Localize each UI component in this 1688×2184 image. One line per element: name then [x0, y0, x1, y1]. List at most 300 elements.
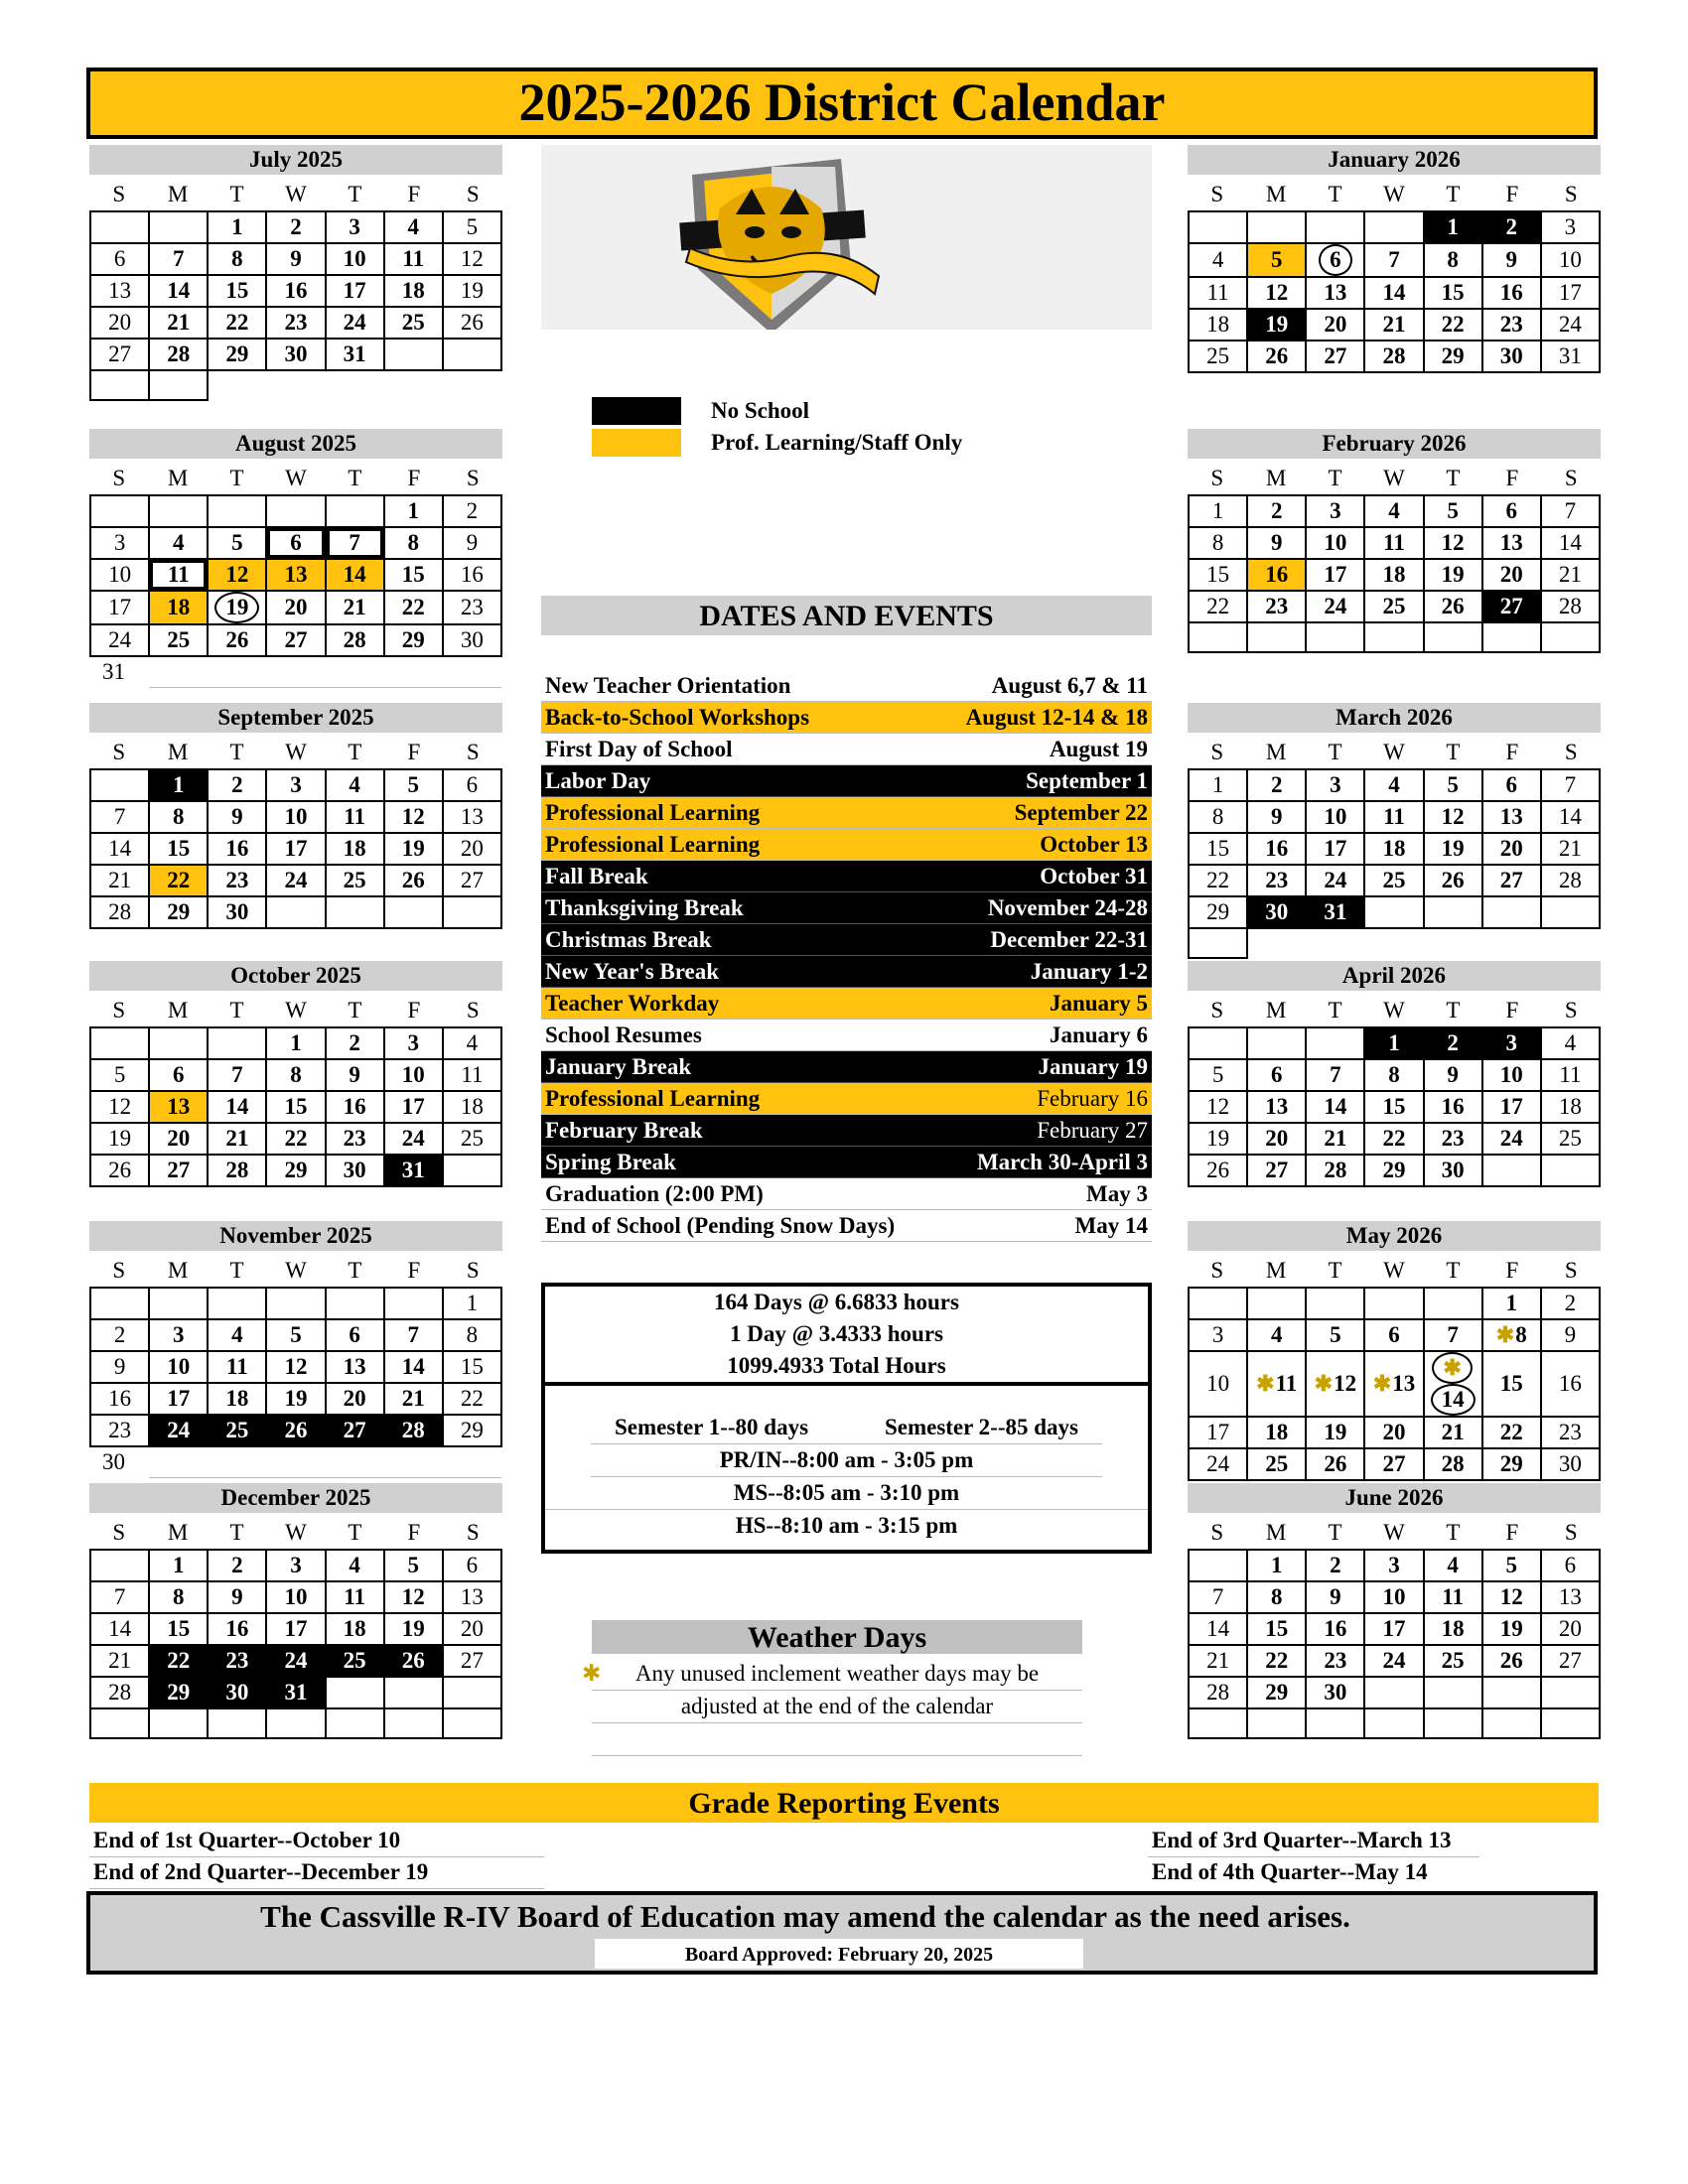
board-approved: Board Approved: February 20, 2025 — [595, 1939, 1083, 1969]
day-cell: 22 — [149, 865, 208, 896]
day-cell: 21 — [90, 865, 149, 896]
day-cell: 21 — [149, 307, 208, 339]
day-cell: 28 — [1364, 341, 1423, 372]
empty-cell — [443, 656, 501, 687]
empty-cell — [384, 896, 443, 928]
day-cell: 29 — [208, 339, 266, 370]
day-cell: 8 — [149, 1581, 208, 1613]
event-name: Professional Learning — [545, 800, 761, 825]
calendar-september-2025 — [89, 703, 502, 929]
event-name: Professional Learning — [545, 832, 761, 857]
day-cell: 11 — [1189, 277, 1247, 309]
empty-cell — [149, 1446, 208, 1477]
day-cell: 9 — [1306, 1581, 1364, 1613]
day-cell: 17 — [266, 1613, 325, 1645]
empty-cell — [1424, 622, 1482, 652]
day-cell: 12 — [1189, 1091, 1247, 1123]
event-row — [541, 1147, 1152, 1178]
day-cell: 24 — [1482, 1123, 1541, 1155]
star-icon: ✱ — [1372, 1371, 1392, 1396]
day-cell: 7 — [1189, 1581, 1247, 1613]
day-cell: 20 — [1482, 833, 1541, 865]
day-cell: 4 — [1364, 495, 1423, 527]
weekday-label: T — [229, 740, 244, 764]
page-title: 2025-2026 District Calendar — [86, 68, 1598, 139]
week-row — [90, 865, 501, 896]
empty-cell — [1247, 1027, 1306, 1059]
day-cell: 2 — [443, 495, 501, 527]
day-cell — [1482, 1319, 1541, 1351]
empty-cell — [149, 656, 208, 687]
star-icon: ✱ — [1314, 1371, 1334, 1396]
weekday-label: T — [1446, 1520, 1461, 1545]
day-cell: 30 — [266, 339, 325, 370]
day-cell: 14 — [1541, 801, 1600, 833]
week-row — [1189, 1319, 1600, 1351]
day-cell: 26 — [443, 307, 501, 339]
day-cell: 18 — [326, 833, 384, 865]
day-cell: 25 — [326, 1645, 384, 1677]
day-cell: 18 — [1189, 309, 1247, 341]
day-cell: 27 — [1541, 1645, 1600, 1677]
empty-cell — [443, 1677, 501, 1708]
weekday-header — [89, 175, 502, 210]
day-cell: 23 — [1247, 865, 1306, 896]
month-grid — [89, 1549, 502, 1739]
day-cell: 1 — [1482, 1288, 1541, 1319]
day-cell: 5 — [208, 527, 266, 559]
day-cell: 18 — [1424, 1613, 1482, 1645]
empty-cell — [326, 1288, 384, 1319]
day-cell: 5 — [90, 1059, 149, 1091]
day-cell: 21 — [384, 1383, 443, 1415]
month-grid — [1188, 494, 1601, 653]
day-cell: 1 — [1364, 1027, 1423, 1059]
weekday-label: S — [1210, 182, 1224, 206]
day-number: 13 — [1392, 1371, 1416, 1396]
day-cell: 22 — [1189, 865, 1247, 896]
day-cell: 26 — [208, 624, 266, 656]
weekday-label: T — [1446, 1258, 1461, 1283]
empty-cell — [266, 370, 325, 400]
weekday-label: W — [285, 1258, 307, 1283]
event-name: Fall Break — [545, 864, 648, 888]
day-cell: 22 — [1482, 1417, 1541, 1448]
day-cell: 12 — [443, 243, 501, 275]
empty-cell — [326, 656, 384, 687]
day-cell: 26 — [1424, 591, 1482, 622]
day-number: 12 — [1334, 1371, 1357, 1396]
event-row — [541, 797, 1152, 829]
empty-cell — [1364, 896, 1423, 928]
day-cell: 23 — [90, 1415, 149, 1446]
day-cell: 1 — [208, 211, 266, 243]
empty-cell — [1541, 928, 1600, 958]
day-cell: 6 — [266, 527, 325, 559]
empty-cell — [1424, 928, 1482, 958]
day-cell: 28 — [384, 1415, 443, 1446]
day-cell: 22 — [266, 1123, 325, 1155]
day-cell: 22 — [1247, 1645, 1306, 1677]
empty-cell — [1482, 896, 1541, 928]
day-cell: 13 — [90, 275, 149, 307]
month-heading: July 2025 — [89, 145, 502, 175]
week-row — [90, 307, 501, 339]
day-cell: 17 — [1541, 277, 1600, 309]
day-cell: 26 — [1247, 341, 1306, 372]
day-cell: 3 — [1306, 769, 1364, 801]
week-row — [90, 1351, 501, 1383]
empty-cell — [1482, 1155, 1541, 1186]
week-row — [90, 1415, 501, 1446]
weather-line: adjusted at the end of the calendar — [592, 1691, 1082, 1723]
day-cell: 15 — [149, 1613, 208, 1645]
weekday-label: S — [1564, 182, 1578, 206]
day-cell: 18 — [1541, 1091, 1600, 1123]
event-name: End of School (Pending Snow Days) — [545, 1213, 896, 1238]
event-date: January 1-2 — [1030, 959, 1148, 984]
empty-cell — [326, 896, 384, 928]
empty-cell — [90, 211, 149, 243]
event-date: May 14 — [1074, 1213, 1148, 1238]
weekday-label: S — [1210, 466, 1224, 490]
empty-cell — [1247, 622, 1306, 652]
event-name: Spring Break — [545, 1150, 676, 1174]
extra-row — [90, 370, 501, 400]
extra-row — [1189, 928, 1600, 958]
empty-cell — [384, 1708, 443, 1738]
weekday-label: F — [1505, 182, 1519, 206]
weekday-label: T — [1328, 1520, 1342, 1545]
day-cell: 19 — [384, 1613, 443, 1645]
day-cell: 18 — [326, 1613, 384, 1645]
weekday-label: T — [1328, 466, 1342, 490]
day-cell: 29 — [149, 896, 208, 928]
month-heading: November 2025 — [89, 1221, 502, 1251]
calendar-august-2025 — [89, 429, 502, 688]
week-row — [90, 1550, 501, 1581]
weekday-label: M — [1265, 466, 1287, 490]
weekday-label: S — [466, 1258, 480, 1283]
empty-cell — [1364, 1708, 1423, 1738]
day-cell: 24 — [1306, 591, 1364, 622]
empty-cell — [443, 896, 501, 928]
day-cell: 7 — [1541, 769, 1600, 801]
day-cell: 8 — [1189, 801, 1247, 833]
empty-cell — [90, 1708, 149, 1738]
day-cell: 7 — [149, 243, 208, 275]
empty-cell — [1189, 211, 1247, 243]
weekday-label: F — [407, 1258, 421, 1283]
day-cell: 1 — [1247, 1550, 1306, 1581]
day-cell: 17 — [1482, 1091, 1541, 1123]
weekday-label: M — [167, 466, 189, 490]
day-cell: 25 — [208, 1415, 266, 1446]
day-cell: 27 — [443, 865, 501, 896]
weekday-header — [1188, 1513, 1601, 1549]
day-cell: 23 — [266, 307, 325, 339]
day-cell: 5 — [1482, 1550, 1541, 1581]
weekday-label: W — [1383, 466, 1405, 490]
day-cell: 27 — [326, 1415, 384, 1446]
day-cell: 15 — [1424, 277, 1482, 309]
empty-cell — [266, 1446, 325, 1477]
day-cell: 10 — [266, 801, 325, 833]
weekday-label: T — [229, 466, 244, 490]
event-date: January 6 — [1049, 1023, 1148, 1047]
day-cell: 19 — [1424, 559, 1482, 591]
day-cell: 20 — [326, 1383, 384, 1415]
weekday-label: F — [407, 998, 421, 1023]
empty-cell — [208, 1027, 266, 1059]
empty-cell — [1306, 622, 1364, 652]
weekday-label: F — [407, 466, 421, 490]
event-name: Professional Learning — [545, 1086, 761, 1111]
week-row — [90, 559, 501, 591]
day-cell: 25 — [1424, 1645, 1482, 1677]
event-date: December 22-31 — [990, 927, 1148, 952]
week-row — [1189, 341, 1600, 372]
day-cell: 30 — [1424, 1155, 1482, 1186]
month-heading: March 2026 — [1188, 703, 1601, 733]
day-cell: 7 — [90, 801, 149, 833]
day-cell — [1306, 1351, 1364, 1417]
day-cell — [149, 370, 208, 400]
day-cell: 16 — [1482, 277, 1541, 309]
event-name: New Year's Break — [545, 959, 720, 984]
empty-cell — [149, 211, 208, 243]
day-cell: 10 — [266, 1581, 325, 1613]
day-cell: 9 — [90, 1351, 149, 1383]
day-cell: 3 — [266, 769, 325, 801]
day-cell: 17 — [149, 1383, 208, 1415]
weekday-label: W — [285, 1520, 307, 1545]
day-cell: 24 — [1541, 309, 1600, 341]
day-cell: 11 — [443, 1059, 501, 1091]
star-icon: ✱ — [1256, 1371, 1275, 1396]
empty-cell — [1306, 928, 1364, 958]
weekday-label: S — [1210, 740, 1224, 764]
day-cell: 13 — [1541, 1581, 1600, 1613]
day-cell: 10 — [1482, 1059, 1541, 1091]
week-row — [90, 275, 501, 307]
day-cell: 11 — [149, 559, 208, 591]
day-cell: 23 — [326, 1123, 384, 1155]
day-cell: 5 — [443, 211, 501, 243]
day-cell: 5 — [1189, 1059, 1247, 1091]
month-grid — [89, 210, 502, 401]
weather-days-heading: Weather Days — [592, 1620, 1082, 1654]
day-cell: 18 — [384, 275, 443, 307]
day-cell: 23 — [1482, 309, 1541, 341]
calendar-october-2025 — [89, 961, 502, 1187]
week-row — [90, 591, 501, 624]
empty-cell — [1482, 928, 1541, 958]
legend-item-prof-learning — [592, 427, 1088, 459]
legend-label: Prof. Learning/Staff Only — [711, 430, 963, 455]
day-cell: 27 — [1482, 591, 1541, 622]
day-cell: 17 — [266, 833, 325, 865]
weekday-label: S — [1564, 998, 1578, 1023]
day-cell: 3 — [266, 1550, 325, 1581]
day-cell: 24 — [1364, 1645, 1423, 1677]
day-cell: 14 — [1189, 1613, 1247, 1645]
day-cell: 4 — [1364, 769, 1423, 801]
calendar-february-2026 — [1188, 429, 1601, 653]
week-row — [90, 211, 501, 243]
day-cell: 10 — [326, 243, 384, 275]
day-cell: 1 — [384, 495, 443, 527]
month-grid — [1188, 1549, 1601, 1739]
week-row — [1189, 622, 1600, 652]
month-heading: January 2026 — [1188, 145, 1601, 175]
semester-2: Semester 2--85 days — [884, 1415, 1078, 1439]
week-row — [1189, 1448, 1600, 1480]
empty-cell — [90, 769, 149, 801]
day-cell: 1 — [1424, 211, 1482, 243]
day-cell: 15 — [149, 833, 208, 865]
day-cell: 24 — [266, 865, 325, 896]
day-number: 8 — [1515, 1322, 1527, 1347]
day-cell: 28 — [90, 1677, 149, 1708]
day-cell: 31 — [1541, 341, 1600, 372]
day-cell: 7 — [208, 1059, 266, 1091]
day-cell: 27 — [1364, 1448, 1423, 1480]
day-cell: 20 — [1482, 559, 1541, 591]
extra-row — [90, 1446, 501, 1477]
day-cell: 15 — [1247, 1613, 1306, 1645]
day-cell — [90, 370, 149, 400]
event-row — [541, 1083, 1152, 1115]
day-cell: 14 — [326, 559, 384, 591]
day-cell: 4 — [208, 1319, 266, 1351]
day-cell: 26 — [384, 865, 443, 896]
day-cell: 11 — [326, 801, 384, 833]
day-cell: 10 — [1306, 801, 1364, 833]
day-cell: 26 — [90, 1155, 149, 1186]
day-cell: 18 — [149, 591, 208, 624]
day-cell: 17 — [1306, 833, 1364, 865]
day-cell: 12 — [1424, 801, 1482, 833]
day-cell: 10 — [149, 1351, 208, 1383]
day-cell: 7 — [1364, 243, 1423, 277]
week-row — [1189, 1581, 1600, 1613]
day-cell: 28 — [1541, 865, 1600, 896]
week-row — [1189, 495, 1600, 527]
day-cell: 11 — [208, 1351, 266, 1383]
grade-q3: End of 3rd Quarter--March 13 — [1148, 1825, 1479, 1857]
empty-cell — [384, 339, 443, 370]
empty-cell — [1482, 1708, 1541, 1738]
empty-cell — [443, 1708, 501, 1738]
day-cell: 30 — [443, 624, 501, 656]
day-cell: 29 — [1364, 1155, 1423, 1186]
empty-cell — [1306, 211, 1364, 243]
event-name: First Day of School — [545, 737, 733, 761]
day-cell: 18 — [1364, 833, 1423, 865]
day-cell: 2 — [1247, 769, 1306, 801]
weekday-label: T — [229, 1258, 244, 1283]
week-row — [90, 243, 501, 275]
day-cell: 25 — [1189, 341, 1247, 372]
event-name: Back-to-School Workshops — [545, 705, 810, 730]
week-row — [1189, 559, 1600, 591]
day-cell: 19 — [1424, 833, 1482, 865]
day-cell: 30 — [1482, 341, 1541, 372]
empty-cell — [1364, 1677, 1423, 1708]
day-cell: 2 — [208, 1550, 266, 1581]
week-row — [90, 801, 501, 833]
day-cell: 19 — [1189, 1123, 1247, 1155]
empty-cell — [443, 370, 501, 400]
weekday-label: S — [112, 182, 126, 206]
bobcat-logo — [541, 145, 1152, 330]
day-cell: 21 — [326, 591, 384, 624]
empty-cell — [1189, 1708, 1247, 1738]
day-cell: 19 — [384, 833, 443, 865]
empty-cell — [266, 656, 325, 687]
day-cell: 16 — [208, 1613, 266, 1645]
day-cell: 28 — [1424, 1448, 1482, 1480]
day-cell: 4 — [326, 769, 384, 801]
week-row — [1189, 309, 1600, 341]
day-cell: 24 — [1306, 865, 1364, 896]
event-row — [541, 1210, 1152, 1242]
day-cell: 26 — [1424, 865, 1482, 896]
weekday-label: T — [1446, 740, 1461, 764]
week-row — [1189, 277, 1600, 309]
day-cell: 17 — [1364, 1613, 1423, 1645]
day-cell: 19 — [266, 1383, 325, 1415]
weekday-label: T — [348, 998, 362, 1023]
day-cell: 6 — [1482, 495, 1541, 527]
empty-cell — [384, 1446, 443, 1477]
day-cell: 3 — [1364, 1550, 1423, 1581]
empty-cell — [1364, 928, 1423, 958]
day-cell: 30 — [102, 1449, 125, 1474]
day-cell: 31 — [1306, 896, 1364, 928]
day-cell: 23 — [1424, 1123, 1482, 1155]
empty-cell — [326, 1677, 384, 1708]
day-cell: 29 — [1189, 896, 1247, 928]
empty-cell — [1541, 1155, 1600, 1186]
legend-swatch-gold — [592, 429, 681, 457]
event-row — [541, 861, 1152, 892]
event-name: Teacher Workday — [545, 991, 720, 1016]
weekday-label: T — [229, 998, 244, 1023]
day-cell: 19 — [443, 275, 501, 307]
calendar-november-2025 — [89, 1221, 502, 1478]
day-cell: 3 — [326, 211, 384, 243]
day-cell — [1364, 1351, 1423, 1417]
weekday-header — [89, 1513, 502, 1549]
event-row — [541, 1178, 1152, 1210]
day-cell: 12 — [266, 1351, 325, 1383]
event-row — [541, 1020, 1152, 1051]
day-cell: 9 — [326, 1059, 384, 1091]
week-row — [90, 1091, 501, 1123]
day-cell: 29 — [266, 1155, 325, 1186]
weekday-label: F — [407, 1520, 421, 1545]
day-cell: 4 — [1424, 1550, 1482, 1581]
day-cell: 4 — [384, 211, 443, 243]
day-cell: 27 — [266, 624, 325, 656]
day-cell: 7 — [384, 1319, 443, 1351]
day-cell: 29 — [443, 1415, 501, 1446]
day-cell: 22 — [1189, 591, 1247, 622]
weekday-label: T — [1328, 182, 1342, 206]
day-cell: 4 — [1189, 243, 1247, 277]
